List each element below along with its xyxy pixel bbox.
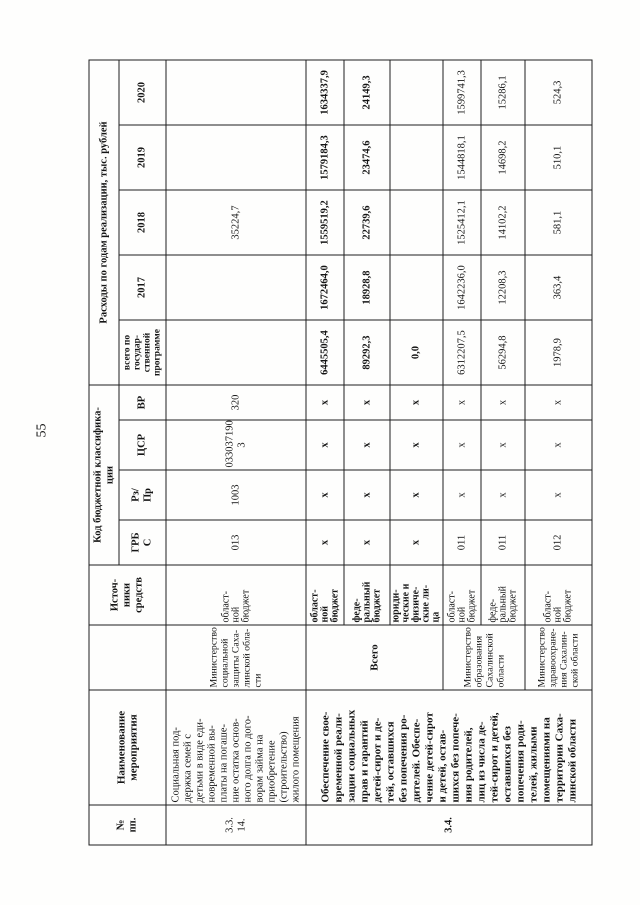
cell-2017: 12208,3 — [481, 255, 525, 320]
cell-executor: Министерство образования Сахалинской области — [443, 625, 525, 690]
cell-vr: х — [481, 385, 525, 420]
cell-source: феде- ральный бюджет — [344, 565, 390, 625]
header-num: № пп. — [89, 805, 166, 845]
cell-2020: 524,3 — [525, 59, 592, 124]
cell-csr: 033037190 3 — [166, 420, 306, 470]
cell-2018: 35224,7 — [166, 190, 306, 255]
cell-2020: 1634337,9 — [306, 59, 344, 124]
cell-2017: 18928,8 — [344, 255, 390, 320]
cell-total — [166, 320, 306, 385]
cell-2019: 1579184,3 — [306, 125, 344, 190]
cell-2019: 510,1 — [525, 125, 592, 190]
cell-name: Обеспечение свое- временной реали- зации социальных прав и гарантий детей-сирот и де- тей, оставшихся без попечения ро- дителей. Обеспе- чение детей-сирот и детей, остав- шихся без попече- ния родителей, лиц из числа де- тей-сирот и детей, оставшихся без попечения роди- телей, жилыми помещениями на территории Саха- линской области — [306, 690, 592, 805]
cell-vr: х — [443, 385, 481, 420]
cell-2018: 581,1 — [525, 190, 592, 255]
header-2020: 2020 — [119, 59, 166, 124]
cell-2019 — [166, 125, 306, 190]
cell-grbs: х — [306, 520, 344, 565]
cell-2018: 1559519,2 — [306, 190, 344, 255]
cell-2018: 22739,6 — [344, 190, 390, 255]
cell-rz-pr: х — [344, 470, 390, 520]
header-row-1 — [89, 59, 119, 844]
budget-table — [88, 59, 592, 845]
header-source: Источ- ники средств — [89, 565, 166, 625]
header-2018: 2018 — [119, 190, 166, 255]
cell-2020: 1599741,3 — [443, 59, 481, 124]
cell-rz-pr: х — [306, 470, 344, 520]
cell-rz-pr: х — [525, 470, 592, 520]
cell-csr: х — [525, 420, 592, 470]
cell-total: 89292,3 — [344, 320, 390, 385]
cell-name: Социальная под- держка семей с детьми в виде еди- новременной вы- платы на погаше- ние остатка основ- ного долга по дого- ворам займа на приобретение (строительство) жилого помещения — [166, 690, 306, 805]
header-2017: 2017 — [119, 255, 166, 320]
cell-2020: 24149,3 — [344, 59, 390, 124]
cell-total: 1978,9 — [525, 320, 592, 385]
header-rz-pr: Рз/ Пр — [119, 470, 166, 520]
cell-executor: Министерство здравоохране- ния Сахалин- ской области — [525, 625, 592, 690]
cell-grbs: х — [390, 520, 443, 565]
cell-rz-pr: х — [481, 470, 525, 520]
header-csr: ЦСР — [119, 420, 166, 470]
cell-2018: 1525412,1 — [443, 190, 481, 255]
header-executor — [89, 625, 166, 690]
cell-rz-pr: х — [443, 470, 481, 520]
cell-2018 — [390, 190, 443, 255]
cell-2018: 14102,2 — [481, 190, 525, 255]
header-budget-code: Код бюджетной классифика- ции — [89, 385, 119, 565]
cell-2017: 1642236,0 — [443, 255, 481, 320]
cell-2020 — [390, 59, 443, 124]
cell-grbs: 012 — [525, 520, 592, 565]
header-expenses: Расходы по годам реализации, тыс. рублей — [89, 59, 119, 384]
cell-csr: х — [344, 420, 390, 470]
header-total: всего по государ- ственной программе — [119, 320, 166, 385]
cell-csr: х — [443, 420, 481, 470]
cell-total: 6312207,5 — [443, 320, 481, 385]
cell-2017 — [390, 255, 443, 320]
cell-2019: 1544818,1 — [443, 125, 481, 190]
cell-2019: 23474,6 — [344, 125, 390, 190]
cell-rz-pr: х — [390, 470, 443, 520]
cell-csr: х — [390, 420, 443, 470]
cell-source: област- ной бюджет — [443, 565, 481, 625]
cell-vr: х — [525, 385, 592, 420]
cell-2017: 363,4 — [525, 255, 592, 320]
cell-2019 — [390, 125, 443, 190]
cell-source: феде- ральный бюджет — [481, 565, 525, 625]
cell-source: юриди- ческие и физиче- ские ли- ца — [390, 565, 443, 625]
cell-executor: Всего — [306, 625, 443, 690]
cell-vr: 320 — [166, 385, 306, 420]
cell-csr: х — [481, 420, 525, 470]
cell-total: 56294,8 — [481, 320, 525, 385]
header-name: Наименование мероприятия — [89, 690, 166, 805]
page-number: 55 — [34, 423, 49, 437]
cell-2020 — [166, 59, 306, 124]
cell-total: 6445505,4 — [306, 320, 344, 385]
cell-source: област- ной бюджет — [525, 565, 592, 625]
cell-executor: Министерство социальной защиты Саха- линской обла- сти — [166, 625, 306, 690]
cell-grbs: х — [344, 520, 390, 565]
cell-total: 0,0 — [390, 320, 443, 385]
cell-2019: 14698,2 — [481, 125, 525, 190]
cell-csr: х — [306, 420, 344, 470]
cell-grbs: 011 — [443, 520, 481, 565]
header-vr: ВР — [119, 385, 166, 420]
cell-2017 — [166, 255, 306, 320]
table-row — [306, 59, 344, 844]
cell-2020: 15286,1 — [481, 59, 525, 124]
header-2019: 2019 — [119, 125, 166, 190]
cell-num: 3.3. 14. — [166, 805, 306, 845]
cell-vr: х — [306, 385, 344, 420]
cell-source: област- ной бюджет — [166, 565, 306, 625]
cell-vr: х — [344, 385, 390, 420]
header-grbs: ГРБ С — [119, 520, 166, 565]
cell-source: област- ной бюджет — [306, 565, 344, 625]
cell-vr: х — [390, 385, 443, 420]
cell-2017: 1672464,0 — [306, 255, 344, 320]
cell-rz-pr: 1003 — [166, 470, 306, 520]
cell-grbs: 011 — [481, 520, 525, 565]
cell-num: 3.4. — [306, 805, 592, 845]
table-row — [166, 59, 306, 844]
cell-grbs: 013 — [166, 520, 306, 565]
